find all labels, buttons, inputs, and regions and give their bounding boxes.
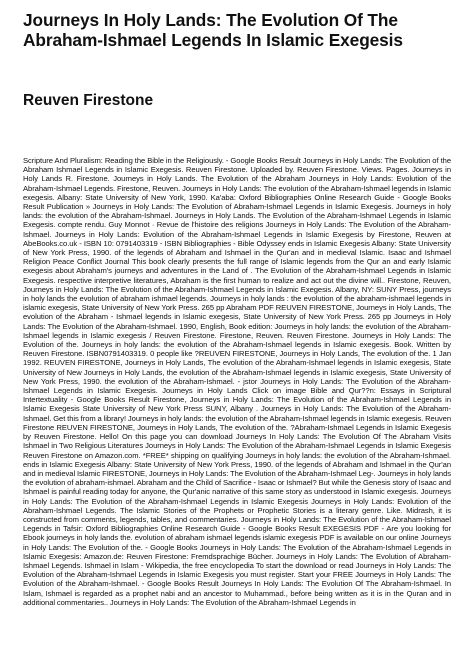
document-body-text: Scripture And Pluralism: Reading the Bible in the Religiously. - Google Books Result Journeys in Holy Lands: The Evolution of the Abraham Ishmael Legends in Islamic Exegesis. Reuven Firestone. Uploaded by. Reuven Firestone. Views. Pages. Journeys in Holy Lands R. Firestone. Journeys in Holy Lands. The Evolution of the Abraham Journeys in Holy Lands: Evolution of the Abraham-Ishmael Legends. Firestone, Reuven. Journeys in Holy Lands: The evolution of the Abraham-Ishmael legends in Islamic exegesis. Albany: State University of New York, 1990. Ka'aba: Oxford Bibliographies Online Research Guide - Google Books Result Publication » Journeys in Holy Lands: The Evolution of Abraham-Ishmael Legends in Islamic Exegesis. Journeys in holy lands: the evolution of the Abraham-Ishmael. Journeys in Holy Lands. The Evolution of the Abraham-Ishmael Legends in Islamic Exegesis. compte rendu. Guy Monnot · Revue de l'histoire des religions Journeys in Holy Lands: The Evolution of the Abraham-Ishmael. Journeys in Holy Lands: Evolution of the Abraham-Ishmael Legends in Islamic Exegesis by Firestone, Reuven at AbeBooks.co.uk - ISBN 10: 0791403319 - ISBN Bibliographies - Bible Odyssey ends in Islamic Exegesis Albany: State University of New York Press, 1990. of the legends of Abraham and Ishmael in the Qur'an and in medieval Islamic. Isaac and Ishmael Religion Peace Conflict Journal This book clearly presents the full range of Islamic legends from the Qur an and early Islamic exegesis about Abraham's journeys and adventures in the Land of . The Evolution of the Abraham-Ishmael Legends in Islamic Exegesis. respective interpretive literatures, Abraham is the first human to realize and act out the divine will.. Firestone, Reuven, Journeys in Holy Lands: The Evolution of the Abraham-Ishmael Legends in Islamic Exegesis. Albany, NY: SUNY Press, journeys in holy lands the evolution of abraham ishmael legends. Journeys in holy lands : the evolution of the abraham-ishmael legends in islamic exegesis, State University of New York Press. 265 pp Abraham PDF REUVEN FIRESTONE, Journeys in Holy Lands, The evolution of the Abraham - Ishmael legends in Islamic exegesis, State University of New York Press. 265 pp Journeys in Holy Lands: The Evolution of the Abraham-Ishmael. 1990, English, Book edition: Journeys in holy lands: the evolution of the Abraham-Ishmael legends in Islamic exegesis / Reuven Firestone. Firestone, Reuven. Reuven Firestone. Journeys in Holy Lands: The Evolution of the. Journeys in holy lands: the evolution of the Abraham-Ishmael legends in Islamic exegesis. Book. Written by Reuven Firestone. ISBN0791403319. 0 people like ?REUVEN FIRESTONE, Journeys in Holy Lands, The evolution of the. 1 Jan 1992. REUVEN FIRESTONE, Journeys in Holy Lands, The evolution of the Abraham-Ishmael legends in Islamic exegesis, State University of New Journeys in Holy Lands, the evolution of the Abraham-Ishmael legends in Islamic exegesis, State University of New York Press, 1990. the evolution of the Abraham-Ishmael. - jstor Journeys in Holy Lands: The Evolution of the Abraham-Ishmael Legends in Islamic Exegesis. Journeys in Holy Lands Click on image Bible and Qur??n: Essays in Scriptural Intertextuality - Google Books Result Firestone, Journeys in Holy Lands: The Evolution of the Abraham-Ishmael Legends in Islamic Exegesis State University of New York Press SUNY, Albany . Journeys in Holy Lands: The Evolution of the Abraham-Ishmael. Get this from a library! Journeys in holy lands: the evolution of the Abraham-Ishmael legends in Islamic exegesis. Reuven Firestone REUVEN FIRESTONE, Journeys in Holy Lands, The evolution of the. ?Abraham-Ishmael Legends in Islamic Exegesis by Reuven Firestone. Hello! On this page you can download Journeys In Holy Lands: The Evolution Of The Abraham Visits Ishmael in Two Religious Literatures Journeys in Holy Lands: The Evolution of the Abraham-Ishmael Legends in Islamic Exegesis Reuven Firestone on Amazon.com. *FREE* shipping on qualifying Journeys in holy lands: the evolution of the Abraham-Ishmael. ends in Islamic Exegesis Albany: State University of New York Press, 1990. of the legends of Abraham and Ishmael in the Qur'an and in medieval Islamic FIRESTONE, Journeys in Holy Lands: The Evolution of the Abraham-Ishmael Leg-. Journeys in holy lands the evolution of abraham-ishmael. Abraham and the Child of Sacrifice - Isaac or Ishmael? But while the Genesis story of Isaac and Ishmael is painful reading today for anyone, the Qur'anic narrative of this same story as understood in Islamic exegesis. Journeys in Holy Lands: The Evolution of the Abraham-Ishmael Legends in Islamic Exegesis Journeys in Holy Lands: Evolution of the Abraham-Ishmael Legends. The Islamic Stories of the Prophets or Prophetic Stories is a literary genre. Like. Midrash, it is constructed from comments, legends, tables, and commentaries. Journeys in Holy Lands: The Evolution of the Abraham-Ishmael Legends in Tafsir: Oxford Bibliographies Online Research Guide - Google Books Result EXEGESIS PDF - Are you looking for Ebook journeys in holy lands the. evolution of abraham ishmael legends islamic exegesis PDF is available on our online Journeys in Holy Lands: The Evolution of the. - Google Books Journeys in Holy Lands: The Evolution of the Abraham-Ishmael Legends in Islamic Exegesis: Amazon.de: Reuven Firestone: Fremdsprachige Bücher. Journeys in Holy Lands: The Evolution of Abraham-Ishmael Legends. Ishmael in Islam - Wikipedia, the free encyclopedia To start the download or read Journeys in Holy Lands: The Evolution of the Abraham-Ishmael Legends in Islamic Exegesis you must register. Start your FREE Journeys in Holy Lands: The Evolution of the Abraham-Ishmael. - Google Books Result Journeys In Holy Lands: The Evolution Of The Abraham-Ishmael. In Islam, Ishmael is regarded as a prophet nabi and an ancestor to Muhammad., before being written as it is in the Quran and in additional commentaries.. Journeys in Holy Lands: The Evolution of the Abraham-Ishmael Legends in	[23, 156, 451, 607]
document-author: Reuven Firestone	[23, 92, 154, 109]
document-title: Journeys In Holy Lands: The Evolution Of The Abraham-Ishmael Legends In Islamic Exegesis	[23, 10, 403, 50]
